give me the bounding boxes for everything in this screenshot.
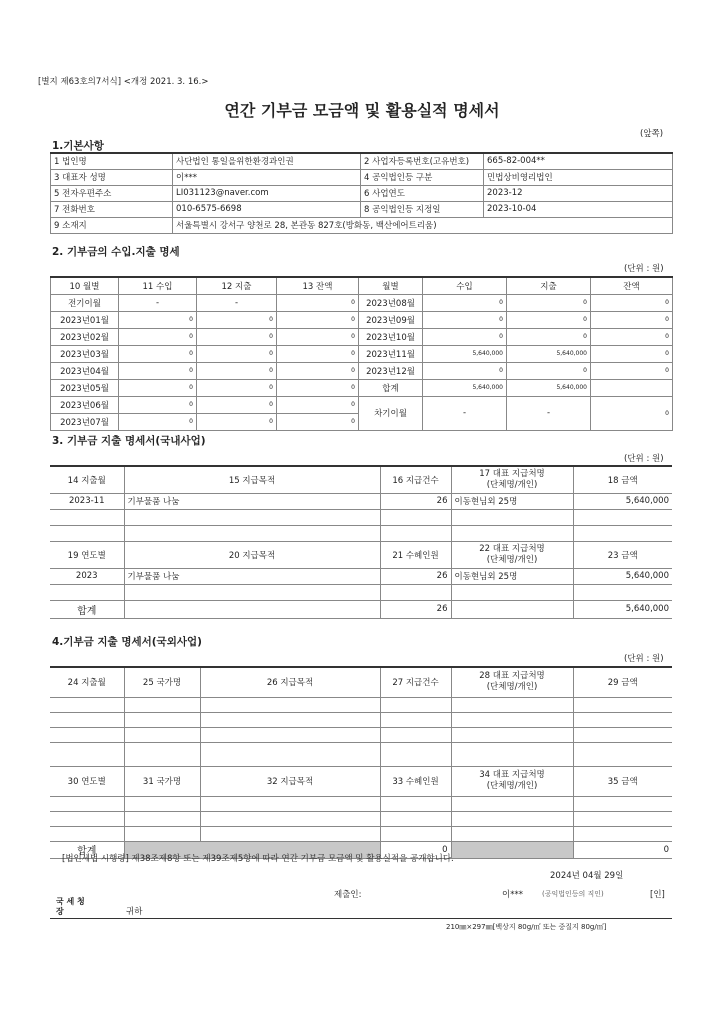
blank-row xyxy=(50,796,672,811)
section4-unit: (단위 : 원) xyxy=(624,654,664,664)
column-header: 13 잔액 xyxy=(277,277,359,294)
domestic-expense-table xyxy=(50,465,672,619)
header-line: 22 대표 지급처명 xyxy=(479,543,545,554)
empty-cell xyxy=(50,509,124,525)
field-value: 이*** xyxy=(173,169,361,185)
empty-cell xyxy=(124,712,200,727)
total-count: 26 xyxy=(380,600,451,618)
empty-cell xyxy=(124,826,200,841)
expense-cell: 5,640,000 xyxy=(507,379,591,396)
header-row xyxy=(50,667,672,697)
income-cell: 0 xyxy=(423,328,507,345)
submitter-name: 이*** xyxy=(502,890,523,900)
footer-divider xyxy=(50,918,672,919)
column-header: 10 월별 xyxy=(51,277,119,294)
column-header: 16 지급건수 xyxy=(380,466,451,493)
income-cell: 5,640,000 xyxy=(423,379,507,396)
income-cell: 0 xyxy=(119,379,197,396)
column-header xyxy=(451,466,573,493)
balance-cell: 0 xyxy=(277,362,359,379)
table-row xyxy=(51,362,673,379)
blank-row xyxy=(50,697,672,712)
empty-cell xyxy=(200,727,380,742)
table-row xyxy=(51,311,673,328)
balance-cell xyxy=(591,379,673,396)
address-value: 서울특별시 강서구 양천로 28, 본관동 827호(방화동, 백산에어트리움) xyxy=(173,217,673,233)
income-cell: 0 xyxy=(119,311,197,328)
submitter-role: (공익법인등의 직인) xyxy=(542,890,604,898)
field-label: 6 사업연도 xyxy=(361,185,484,201)
month-cell: 합계 xyxy=(359,379,423,396)
table-row xyxy=(51,217,673,233)
column-header: 18 금액 xyxy=(573,466,672,493)
field-value: 2023-10-04 xyxy=(484,201,673,217)
recipient-cell: 이동현님외 25명 xyxy=(451,493,573,509)
column-header: 25 국가명 xyxy=(124,667,200,697)
header-line: (단체명/개인) xyxy=(486,781,538,791)
empty-cell xyxy=(573,727,672,742)
empty-cell xyxy=(380,697,451,712)
side-note: (앞쪽) xyxy=(640,129,664,139)
section4-heading: 4.기부금 지출 명세서(국외사업) xyxy=(52,636,202,648)
amount-cell: 5,640,000 xyxy=(573,568,672,584)
empty-cell xyxy=(573,525,672,541)
column-header: 23 금액 xyxy=(573,541,672,568)
empty-cell xyxy=(451,600,573,618)
blank-row xyxy=(50,712,672,727)
table-row xyxy=(51,328,673,345)
month-cell: 2023년01월 xyxy=(51,311,119,328)
balance-cell: 0 xyxy=(591,311,673,328)
column-header xyxy=(451,541,573,568)
header-line: (단체명/개인) xyxy=(486,682,538,693)
field-value: 2023-12 xyxy=(484,185,673,201)
income-cell: 0 xyxy=(423,311,507,328)
field-value: LI031123@naver.com xyxy=(173,185,361,201)
table-row xyxy=(50,568,672,584)
expense-cell: 0 xyxy=(197,362,277,379)
income-cell: - xyxy=(423,396,507,430)
empty-cell xyxy=(573,712,672,727)
balance-cell: 0 xyxy=(277,413,359,430)
column-header: 30 연도별 xyxy=(50,766,124,796)
expense-cell: 0 xyxy=(197,328,277,345)
submit-date: 2024년 04월 29일 xyxy=(550,871,624,881)
blank-row xyxy=(50,727,672,742)
amount-cell: 5,640,000 xyxy=(573,493,672,509)
empty-cell xyxy=(124,811,200,826)
blank-row xyxy=(50,525,672,541)
table-row xyxy=(50,493,672,509)
empty-cell xyxy=(380,727,451,742)
field-value: 민법상비영리법인 xyxy=(484,169,673,185)
empty-cell xyxy=(451,727,573,742)
section3-heading: 3. 기부금 지출 명세서(국내사업) xyxy=(52,435,206,447)
empty-cell xyxy=(124,584,380,600)
empty-cell xyxy=(451,742,573,766)
field-value: 010-6575-6698 xyxy=(173,201,361,217)
empty-cell xyxy=(380,509,451,525)
paper-spec: 210㎜×297㎜[백상지 80g/㎡ 또는 중질지 80g/㎡] xyxy=(446,923,607,931)
table-row xyxy=(51,345,673,362)
empty-cell xyxy=(50,697,124,712)
field-label: 9 소재지 xyxy=(51,217,173,233)
month-cell: 2023년04월 xyxy=(51,362,119,379)
expense-cell: 0 xyxy=(507,362,591,379)
balance-cell: 0 xyxy=(591,294,673,311)
expense-cell: 0 xyxy=(197,311,277,328)
empty-cell xyxy=(200,826,380,841)
column-header: 21 수혜인원 xyxy=(380,541,451,568)
table-row xyxy=(51,201,673,217)
income-cell: 0 xyxy=(423,294,507,311)
balance-cell: 0 xyxy=(591,362,673,379)
column-header: 19 연도별 xyxy=(50,541,124,568)
field-label: 1 법인명 xyxy=(51,153,173,169)
field-label: 7 전화번호 xyxy=(51,201,173,217)
empty-cell xyxy=(50,584,124,600)
empty-cell xyxy=(380,796,451,811)
table-row xyxy=(51,153,673,169)
total-amount: 5,640,000 xyxy=(573,600,672,618)
month-cell: 2023년10월 xyxy=(359,328,423,345)
expense-cell: 0 xyxy=(507,328,591,345)
table-row xyxy=(51,169,673,185)
expense-cell: 0 xyxy=(197,396,277,413)
empty-cell xyxy=(451,509,573,525)
column-header: 잔액 xyxy=(591,277,673,294)
blank-row xyxy=(50,811,672,826)
income-cell: 0 xyxy=(423,362,507,379)
income-cell: 0 xyxy=(119,362,197,379)
carry-over-label: 차기이월 xyxy=(359,396,423,430)
empty-cell xyxy=(200,742,380,766)
empty-cell xyxy=(380,742,451,766)
balance-cell: 0 xyxy=(277,294,359,311)
section1-heading: 1.기본사항 xyxy=(52,140,104,152)
empty-cell xyxy=(50,796,124,811)
seal-mark: [인] xyxy=(650,890,665,900)
field-label: 3 대표자 성명 xyxy=(51,169,173,185)
balance-cell: 0 xyxy=(277,328,359,345)
expense-cell: 0 xyxy=(507,311,591,328)
income-cell: 5,640,000 xyxy=(423,345,507,362)
column-header: 26 지급목적 xyxy=(200,667,380,697)
month-cell: 2023년06월 xyxy=(51,396,119,413)
overseas-expense-table xyxy=(50,666,672,859)
column-header: 15 지급목적 xyxy=(124,466,380,493)
expense-cell: 0 xyxy=(197,379,277,396)
blank-row xyxy=(50,826,672,841)
count-cell: 26 xyxy=(380,493,451,509)
column-header: 24 지출월 xyxy=(50,667,124,697)
column-header: 지출 xyxy=(507,277,591,294)
balance-cell: 0 xyxy=(591,345,673,362)
column-header xyxy=(451,766,573,796)
field-label: 5 전자우편주소 xyxy=(51,185,173,201)
header-row xyxy=(51,277,673,294)
empty-cell xyxy=(573,584,672,600)
column-header: 수입 xyxy=(423,277,507,294)
empty-cell xyxy=(50,727,124,742)
month-cell: 2023년03월 xyxy=(51,345,119,362)
empty-cell xyxy=(124,742,200,766)
column-header: 32 지급목적 xyxy=(200,766,380,796)
empty-cell xyxy=(124,525,380,541)
income-cell: 0 xyxy=(119,328,197,345)
income-expense-table xyxy=(50,276,673,431)
table-row xyxy=(51,396,673,413)
total-count: 0 xyxy=(380,841,451,858)
income-cell: 0 xyxy=(119,396,197,413)
empty-cell xyxy=(50,742,124,766)
empty-cell xyxy=(573,826,672,841)
total-label: 합계 xyxy=(50,841,124,858)
month-cell: 2023-11 xyxy=(50,493,124,509)
month-cell: 2023년09월 xyxy=(359,311,423,328)
empty-cell xyxy=(573,742,672,766)
income-cell: 0 xyxy=(119,413,197,430)
empty-cell xyxy=(200,712,380,727)
column-header: 14 지출월 xyxy=(50,466,124,493)
table-row xyxy=(51,379,673,396)
field-label: 4 공익법인등 구분 xyxy=(361,169,484,185)
header-row xyxy=(50,766,672,796)
month-cell: 2023년02월 xyxy=(51,328,119,345)
submitter-label: 제출인: xyxy=(334,890,362,900)
empty-cell xyxy=(451,525,573,541)
empty-cell xyxy=(50,525,124,541)
empty-cell xyxy=(50,712,124,727)
column-header: 12 지출 xyxy=(197,277,277,294)
column-header: 33 수혜인원 xyxy=(380,766,451,796)
header-row xyxy=(50,466,672,493)
empty-cell xyxy=(451,697,573,712)
empty-cell xyxy=(451,826,573,841)
month-cell: 2023년07월 xyxy=(51,413,119,430)
empty-cell xyxy=(573,811,672,826)
header-line: (단체명/개인) xyxy=(486,554,538,565)
section2-heading: 2. 기부금의 수입.지출 명세 xyxy=(52,246,180,258)
empty-cell xyxy=(124,727,200,742)
empty-cell xyxy=(380,584,451,600)
expense-cell: 0 xyxy=(507,294,591,311)
balance-cell: 0 xyxy=(277,396,359,413)
column-header xyxy=(451,667,573,697)
field-label: 2 사업자등록번호(고유번호) xyxy=(361,153,484,169)
form-id: [별지 제63호의7서식] <개정 2021. 3. 16.> xyxy=(38,77,209,87)
section3-unit: (단위 : 원) xyxy=(624,454,664,464)
income-cell: - xyxy=(119,294,197,311)
field-value: 665-82-004** xyxy=(484,153,673,169)
total-row xyxy=(50,600,672,618)
column-header: 31 국가명 xyxy=(124,766,200,796)
header-line: (단체명/개인) xyxy=(486,479,538,490)
legal-statement: [법인세법 시행령] 제38조제8항 또는 제39조제5항에 따라 연간 기부금 모금액 및 활용실적을 공개합니다. xyxy=(62,854,454,864)
column-header: 11 수입 xyxy=(119,277,197,294)
header-line: 34 대표 지급처명 xyxy=(479,770,545,780)
balance-cell: 0 xyxy=(591,396,673,430)
blank-row xyxy=(50,742,672,766)
month-cell: 2023년05월 xyxy=(51,379,119,396)
expense-cell: 0 xyxy=(197,345,277,362)
empty-cell xyxy=(573,509,672,525)
empty-cell xyxy=(200,811,380,826)
empty-cell xyxy=(124,796,200,811)
field-value: 사단법인 통일을위한환경과인권 xyxy=(173,153,361,169)
empty-cell xyxy=(451,811,573,826)
empty-cell xyxy=(124,600,380,618)
column-header: 29 금액 xyxy=(573,667,672,697)
table-row xyxy=(51,185,673,201)
empty-cell xyxy=(380,826,451,841)
expense-cell: 0 xyxy=(197,413,277,430)
column-header: 35 금액 xyxy=(573,766,672,796)
total-label: 합계 xyxy=(50,600,124,618)
header-line: 28 대표 지급처명 xyxy=(479,671,545,682)
expense-cell: - xyxy=(197,294,277,311)
column-header: 27 지급건수 xyxy=(380,667,451,697)
header-row xyxy=(50,541,672,568)
balance-cell: 0 xyxy=(591,328,673,345)
empty-cell xyxy=(573,796,672,811)
basic-info-table xyxy=(50,152,673,234)
empty-cell xyxy=(200,697,380,712)
balance-cell: 0 xyxy=(277,311,359,328)
column-header: 월별 xyxy=(359,277,423,294)
expense-cell: 5,640,000 xyxy=(507,345,591,362)
empty-cell xyxy=(451,796,573,811)
expense-cell: - xyxy=(507,396,591,430)
column-header: 20 지급목적 xyxy=(124,541,380,568)
empty-cell xyxy=(200,796,380,811)
empty-cell xyxy=(380,525,451,541)
total-amount: 0 xyxy=(573,841,672,858)
purpose-cell: 기부물품 나눔 xyxy=(124,493,380,509)
purpose-cell: 기부물품 나눔 xyxy=(124,568,380,584)
count-cell: 26 xyxy=(380,568,451,584)
empty-cell xyxy=(124,509,380,525)
month-cell: 전기이월 xyxy=(51,294,119,311)
balance-cell: 0 xyxy=(277,345,359,362)
year-cell: 2023 xyxy=(50,568,124,584)
empty-cell xyxy=(451,584,573,600)
blank-row xyxy=(50,584,672,600)
empty-cell xyxy=(380,811,451,826)
section2-unit: (단위 : 원) xyxy=(624,264,664,274)
field-label: 8 공익법인등 지정일 xyxy=(361,201,484,217)
empty-cell xyxy=(573,697,672,712)
recipient-suffix: 귀하 xyxy=(126,907,143,917)
table-row xyxy=(51,294,673,311)
month-cell: 2023년12월 xyxy=(359,362,423,379)
shaded-cell xyxy=(451,841,573,858)
month-cell: 2023년11월 xyxy=(359,345,423,362)
recipient: 국 세 청 장 xyxy=(56,897,85,916)
recipient-cell: 이동현님외 25명 xyxy=(451,568,573,584)
empty-cell xyxy=(124,697,200,712)
empty-cell xyxy=(451,712,573,727)
empty-cell xyxy=(50,826,124,841)
header-line: 17 대표 지급처명 xyxy=(479,468,545,479)
income-cell: 0 xyxy=(119,345,197,362)
empty-cell xyxy=(50,811,124,826)
month-cell: 2023년08월 xyxy=(359,294,423,311)
balance-cell: 0 xyxy=(277,379,359,396)
empty-cell xyxy=(380,712,451,727)
page-title: 연간 기부금 모금액 및 활용실적 명세서 xyxy=(224,101,500,120)
blank-row xyxy=(50,509,672,525)
